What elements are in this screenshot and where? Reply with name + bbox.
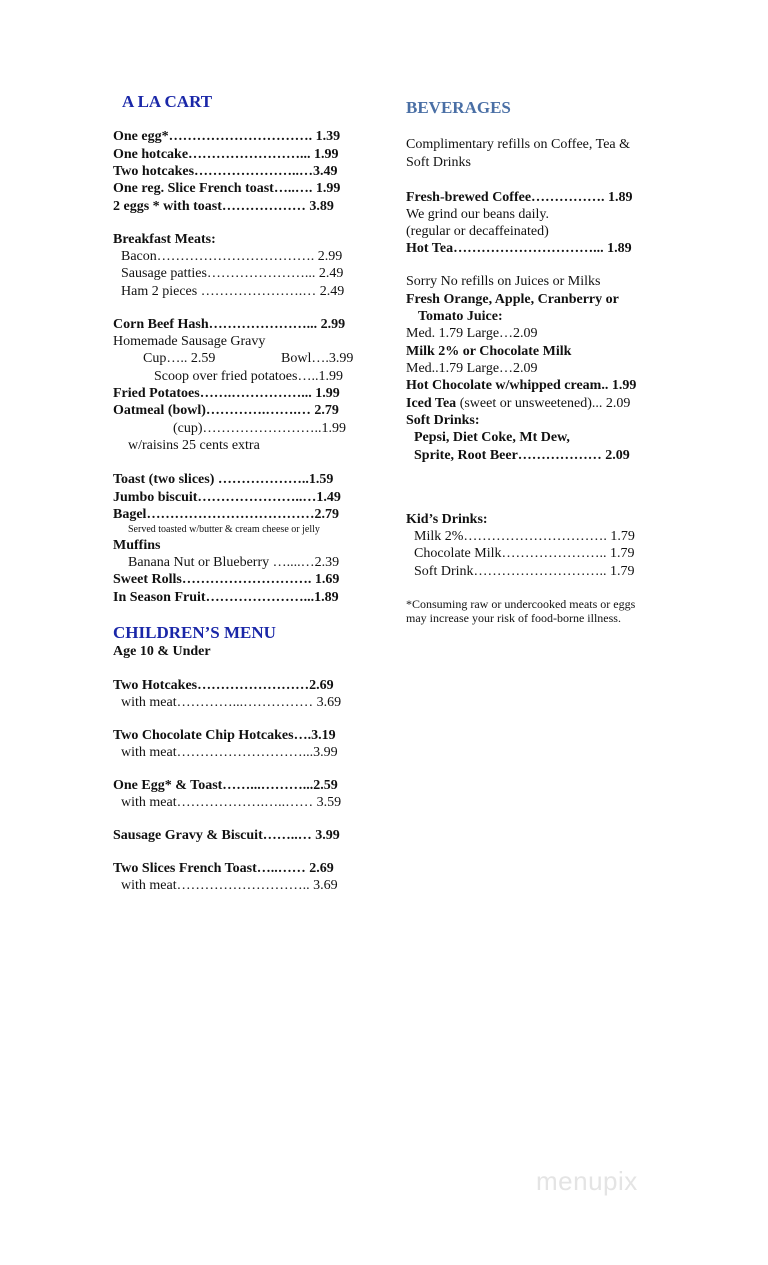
soft-drinks-list-2-text: Sprite, Root Beer……………… 2.09 <box>414 448 630 463</box>
soft-drinks-heading: Soft Drinks: <box>406 413 480 428</box>
soft-drinks-list-2 <box>414 447 630 464</box>
gravy-cup-price: Cup….. 2.59 <box>143 351 216 366</box>
kids-item-egg-toast-meat: with meat……………….…..…… 3.59 <box>121 795 342 810</box>
menu-item-one-egg: One egg*…………………………. 1.39 <box>113 129 341 144</box>
food-warning-line-2: may increase your risk of food-borne illness. <box>406 611 621 625</box>
menu-item-corn-beef: Corn Beef Hash…………………... 2.99 <box>113 317 346 332</box>
kids-item-two-hotcakes: Two Hotcakes……………………2.69 <box>113 678 334 693</box>
muffins-heading: Muffins <box>113 538 161 553</box>
menu-item-fruit: In Season Fruit…………………...1.89 <box>113 590 339 605</box>
refills-note-line-2: Soft Drinks <box>406 155 471 170</box>
soft-drinks-list-1: Pepsi, Diet Coke, Mt Dew, <box>414 430 570 445</box>
menupix-watermark: menupix <box>536 1166 638 1196</box>
kids-item-egg-toast: One Egg* & Toast……...………...2.59 <box>113 778 338 793</box>
menu-item-one-hotcake: One hotcake……………………... 1.99 <box>113 147 339 162</box>
menu-item-gravy: Homemade Sausage Gravy <box>113 334 266 349</box>
childrens-age-note: Age 10 & Under <box>113 644 211 659</box>
kids-item-choc-chip: Two Chocolate Chip Hotcakes….3.19 <box>113 728 336 743</box>
menu-item-ham: Ham 2 pieces ………………….… 2.49 <box>121 284 345 299</box>
drink-item-milk: Milk 2% or Chocolate Milk <box>406 344 572 359</box>
menu-item-bacon: Bacon……………………………. 2.99 <box>121 249 343 264</box>
drink-item-hot-chocolate: Hot Chocolate w/whipped cream.. 1.99 <box>406 378 637 393</box>
raisins-note: w/raisins 25 cents extra <box>128 438 260 453</box>
a-la-cart-heading: A LA CART <box>122 92 213 111</box>
menu-item-muffins: Banana Nut or Blueberry …....…2.39 <box>128 555 340 570</box>
menu-item-oatmeal-cup: (cup)……………………..1.99 <box>173 421 347 436</box>
kids-drink-choc-milk: Chocolate Milk………………….. 1.79 <box>414 546 635 561</box>
kids-drink-soft: Soft Drink……………………….. 1.79 <box>414 564 635 579</box>
menu-item-biscuit: Jumbo biscuit…………………..…1.49 <box>113 490 341 505</box>
kids-drink-milk: Milk 2%…………………………. 1.79 <box>414 529 635 544</box>
breakfast-meats-heading: Breakfast Meats: <box>113 232 216 247</box>
juice-prices: Med. 1.79 Large…2.09 <box>406 326 538 341</box>
refills-note-line-1: Complimentary refills on Coffee, Tea & <box>406 137 631 152</box>
food-warning-line-1: *Consuming raw or undercooked meats or eggs <box>406 597 636 611</box>
iced-tea-details: (sweet or unsweetened)... 2.09 <box>456 396 631 411</box>
drink-item-coffee: Fresh-brewed Coffee……………. 1.89 <box>406 190 633 205</box>
milk-prices: Med..1.79 Large…2.09 <box>406 361 538 376</box>
drink-item-iced-tea <box>406 395 630 412</box>
kids-item-choc-chip-meat: with meat………………………...3.99 <box>121 745 338 760</box>
kids-item-two-hotcakes-meat: with meat…………...…………… 3.69 <box>121 695 342 710</box>
no-refills-note: Sorry No refills on Juices or Milks <box>406 274 601 289</box>
gravy-scoop-price: Scoop over fried potatoes…..1.99 <box>154 369 343 384</box>
kids-item-french-toast: Two Slices French Toast…..…… 2.69 <box>113 861 334 876</box>
menu-item-oatmeal-bowl: Oatmeal (bowl)………….…….… 2.79 <box>113 403 339 418</box>
coffee-note-line-2: (regular or decaffeinated) <box>406 224 549 239</box>
kids-item-gravy-biscuit: Sausage Gravy & Biscuit……..… 3.99 <box>113 828 340 843</box>
menu-item-french-toast: One reg. Slice French toast…..…. 1.99 <box>113 181 341 196</box>
gravy-bowl-price: Bowl….3.99 <box>281 351 354 366</box>
menu-item-two-eggs-toast: 2 eggs * with toast……………… 3.89 <box>113 199 334 214</box>
kids-item-french-toast-meat: with meat……………………….. 3.69 <box>121 878 338 893</box>
kids-drinks-heading: Kid’s Drinks: <box>406 512 488 527</box>
juice-line-2: Tomato Juice: <box>418 309 503 324</box>
menu-item-sweet-rolls: Sweet Rolls………………………. 1.69 <box>113 572 340 587</box>
iced-tea-label: Iced Tea <box>406 396 457 411</box>
childrens-menu-heading: CHILDREN’S MENU <box>113 623 276 642</box>
menu-item-two-hotcakes: Two hotcakes…………………..…3.49 <box>113 164 338 179</box>
drink-item-hot-tea: Hot Tea…………………………... 1.89 <box>406 241 632 256</box>
menu-item-fried-potatoes: Fried Potatoes…….……………... 1.99 <box>113 386 340 401</box>
coffee-note-line-1: We grind our beans daily. <box>406 207 549 222</box>
menu-item-sausage: Sausage patties…………………... 2.49 <box>121 266 344 281</box>
juice-line-1: Fresh Orange, Apple, Cranberry or <box>406 292 619 307</box>
menu-item-toast: Toast (two slices) ………………..1.59 <box>113 472 334 487</box>
menu-item-bagel: Bagel………………………………2.79 <box>113 507 339 522</box>
bagel-note: Served toasted w/butter & cream cheese or jelly <box>128 524 320 535</box>
beverages-heading: BEVERAGES <box>406 98 511 117</box>
